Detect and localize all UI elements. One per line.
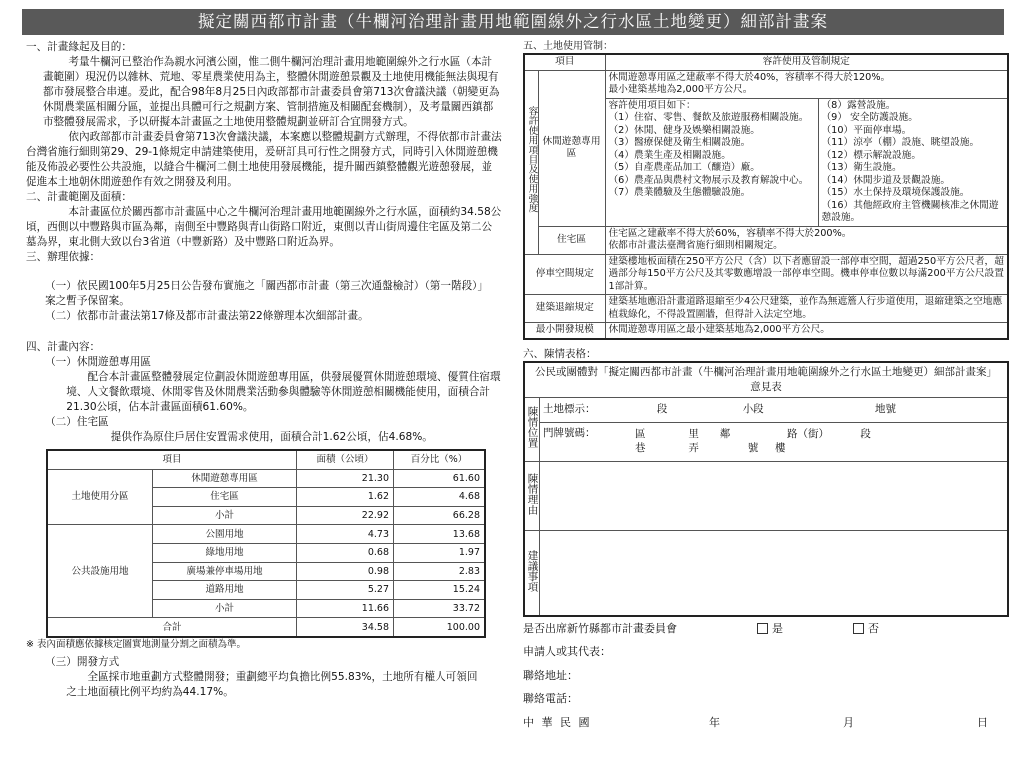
row-pct: 61.60: [394, 469, 486, 488]
total-area: 34.58: [297, 618, 394, 637]
table-header-row: [524, 54, 1008, 70]
res-rule-1: 住宅區之建蔽率不得大於60%，容積率不得大於200%。: [608, 227, 852, 239]
table-note: ※ 表內面積應依據核定圖實地測量分割之面積為準。: [26, 638, 246, 650]
checkbox-no[interactable]: [853, 623, 864, 634]
door-neighbor: 鄰: [719, 427, 731, 440]
section4-1-body: 配合本計畫區整體發展定位劃設休閒遊憩專用區，供發展優質休閒遊憩環境、優質住宿環境、人文餐飲環境、休閒零售及休閒農業活動參與體驗等休閒遊憩相關機能使用，面積合計21.30公頃，佔本計畫區面積61.60%。: [66, 371, 501, 413]
row-pct: 1.97: [394, 543, 486, 562]
res-zone-label: 住宅區: [538, 226, 605, 254]
setback-label: 建築退縮規定: [524, 295, 605, 323]
door-label: 門牌號碼：: [543, 426, 596, 439]
land-number: 地號: [875, 403, 897, 415]
section4-2-body: 提供作為原住戶居住安置需求使用，面積合計1.62公頃，佔4.68%。: [110, 431, 433, 443]
section3-item2: （二）依都市計畫法第17條及都市計畫法第22條辦理本次細部計畫。: [45, 310, 369, 322]
min-scale-label: 最小開發規模: [524, 323, 605, 339]
row-name: 小計: [153, 599, 297, 618]
table-header-row: [47, 450, 485, 469]
no-label: 否: [868, 621, 879, 635]
checkbox-yes[interactable]: [757, 623, 768, 634]
door-section: 段: [860, 427, 871, 440]
phone-label: 聯絡電話：: [523, 692, 578, 706]
table-row: [524, 70, 1008, 98]
land-section: 段: [656, 403, 668, 415]
allowed-list-right: [818, 98, 1008, 226]
suggest-label: 建議事項: [526, 549, 539, 592]
row-name: 小計: [153, 506, 297, 525]
allowed-item: （4）農業生產及相關設施。: [608, 149, 731, 161]
section1-heading: 一、計畫緣起及目的：: [26, 41, 132, 53]
row-area: 11.66: [297, 599, 394, 618]
parking-label: 停車空間規定: [524, 254, 605, 295]
row-pct: 33.72: [394, 599, 486, 618]
form-row-suggest: [524, 530, 1008, 616]
door-road: 路（街）: [787, 427, 830, 440]
table-row: [524, 295, 1008, 323]
opinion-form-table: [523, 361, 1009, 617]
date-row: [523, 711, 1009, 735]
table-header-area: 面積（公頃）: [297, 450, 394, 469]
section4-1-heading: （一）休閒遊憩專用區: [45, 356, 152, 368]
section2-heading: 二、計畫範圍及面積：: [26, 191, 132, 203]
header-rule: 容許使用及管制規定: [605, 54, 1008, 70]
right-column: [523, 40, 1009, 734]
row-area: 0.98: [297, 562, 394, 581]
reason-input-area[interactable]: [540, 461, 1009, 530]
reason-label: 陳情理由: [526, 472, 539, 515]
address-row[interactable]: [523, 664, 1009, 688]
row-pct: 15.24: [394, 581, 486, 600]
table-row: [524, 323, 1008, 339]
table-row: [47, 525, 485, 544]
allowed-item: （12）標示解說設施。: [821, 149, 922, 161]
phone-row[interactable]: [523, 687, 1009, 711]
row-area: 22.92: [297, 506, 394, 525]
row-name: 廣場兼停車場用地: [153, 562, 297, 581]
table-header-item: 項目: [47, 450, 297, 469]
table-header-pct: 百分比（%）: [394, 450, 486, 469]
allowed-item: （5）自產農產品加工（釀造）廠。: [608, 162, 760, 173]
date-month-label: 月: [843, 715, 856, 729]
row-area: 21.30: [297, 469, 394, 488]
form-row-position: [524, 397, 1008, 422]
parking-rule: 建築樓地板面積在250平方公尺（含）以下者應留設一部停車空間，超過250平方公尺者，超過部分每150平方公尺及其零數應增設一部停車空間。機車停車位數以每滿200平方公尺設置1部計算。: [605, 254, 1008, 295]
setback-rule: 建築基地應沿計畫道路退縮至少4公尺建築，並作為無遮簷人行步道使用，退縮建築之空地應植栽綠化，不得設置圍牆，但得計入法定空地。: [605, 295, 1008, 323]
section1-paragraph1: 考量牛欄河已整治作為親水河濱公園，惟二側牛欄河治理計畫用地範圍線外之行水區（本計畫範圍）現況仍以雜林、荒地、零星農業使用為主，整體休閒遊憩景觀及土地使用機能無法與現有都市發展整合串連。爰此，配合98年8月25日內政部都市計畫委員會第713次會議決議（朝變更為休閒農業區相關分區，並提出具體可行之規劃方案、管制措施及相關配套機制），及考量關西鎮都市整體發展需求，予以研擬本計畫區之土地使用整體規劃並研訂合宜開發方式。: [42, 56, 500, 128]
row-pct: 13.68: [394, 525, 486, 544]
allowed-item: （11）涼亭（棚）設施、眺望設施。: [821, 137, 980, 148]
rec-zone-rule: [605, 70, 1008, 98]
door-number: 號: [747, 441, 759, 454]
door-alley: 弄: [688, 441, 699, 454]
door-lane: 巷: [635, 441, 646, 454]
table-row: [47, 469, 485, 488]
form-row-door: [524, 422, 1008, 461]
allowed-item: （10）平面停車場。: [821, 124, 912, 136]
attend-yes-option[interactable]: [757, 622, 853, 635]
allowed-item: （13）衛生設施。: [821, 162, 902, 173]
section4-2-heading: （二）住宅區: [45, 416, 109, 428]
allowed-item: （2）休閒、健身及娛樂相關設施。: [608, 124, 760, 136]
section3-heading: 三、辦理依據：: [26, 251, 101, 263]
section4-3-heading: （三）開發方式: [45, 655, 120, 668]
land-subsection: 小段: [742, 403, 764, 415]
header-item: 項目: [524, 54, 605, 70]
table-total-row: [47, 618, 485, 637]
allowed-list-left: [605, 98, 818, 226]
rec-rule-1: 休閒遊憩專用區之建蔽率不得大於40%，容積率不得大於120%。: [608, 71, 891, 83]
section5-heading: 五、土地使用管制：: [523, 41, 613, 52]
left-column: [26, 40, 502, 700]
attend-no-option[interactable]: [853, 622, 879, 635]
applicant-label: 申請人或其代表：: [523, 645, 611, 659]
door-village: 里: [688, 427, 699, 440]
row-name: 公園用地: [153, 525, 297, 544]
address-label: 聯絡地址：: [523, 668, 578, 682]
allowed-item: （7）農業體驗及生態體驗設施。: [608, 187, 751, 198]
row-pct: 4.68: [394, 488, 486, 507]
land-use-control-table: [523, 53, 1009, 340]
door-district: 區: [635, 427, 646, 440]
attend-row: [523, 617, 1009, 641]
row-name: 住宅區: [153, 488, 297, 507]
section3-item1: （一）依民國100年5月25日公告發布實施之「關西都市計畫（第三次通盤檢討）（第一階段）」案之暫予保留案。: [45, 280, 489, 307]
form-row-reason: [524, 461, 1008, 530]
table-row: [524, 254, 1008, 295]
allowed-item: （15）水土保持及環境保護設施。: [821, 187, 970, 198]
allowed-item: （1）住宿、零售、餐飲及旅遊服務相關設施。: [608, 112, 809, 123]
section4-3-body: 全區採市地重劃方式整體開發；重劃總平均負擔比例55.83%，土地所有權人可領回之土地面積比例平均約為44.17%。: [66, 670, 478, 698]
rec-rule-2: 最小建築基地為2,000平方公尺。: [608, 84, 753, 95]
area-table: [46, 449, 486, 638]
form-title-row: [524, 362, 1008, 398]
section1-paragraph2: 依內政部都市計畫委員會第713次會議決議，本案應以整體規劃方式辦理，不得依都市計畫法台灣省施行細則第29、29-1條規定申請建築使用，爰研訂具可行性之開發方式，同時引入休閒遊憩機能及佈設必要性公共設施，以縫合牛欄河二側土地使用發展機能，提升關西鎮整體觀光遊憩發展，並促進本土地朝休閒遊憩作有效之開發及利用。: [26, 131, 502, 188]
side-label: 容許使用項目及使用強度: [526, 106, 538, 214]
row-pct: 66.28: [394, 506, 486, 525]
group-label-public: 公共設施用地: [47, 525, 153, 618]
row-area: 1.62: [297, 488, 394, 507]
allowed-item: （9） 安全防護設施。: [821, 112, 918, 123]
row-pct: 2.83: [394, 562, 486, 581]
date-year-label: 年: [709, 715, 722, 729]
allowed-heading: 容許使用項目如下：: [608, 99, 696, 111]
allowed-item: （14）休閒步道及景觀設施。: [821, 174, 951, 186]
allowed-item: （6）農產品與農村文物展示及教育解說中心。: [608, 174, 809, 186]
res-zone-rule: [605, 226, 1008, 254]
section4-heading: 四、計畫內容：: [26, 341, 101, 353]
land-label: 土地標示：: [543, 403, 596, 415]
door-floor: 樓: [775, 441, 786, 454]
allowed-item: （3）醫療保健及衛生相關設施。: [608, 137, 751, 148]
row-area: 0.68: [297, 543, 394, 562]
position-label: 陳情位置: [526, 406, 539, 448]
attend-label: 是否出席新竹縣都市計畫委員會: [523, 621, 677, 635]
date-roc-label: 中 華 民 國: [523, 715, 592, 729]
group-label-zoning: 土地使用分區: [47, 469, 153, 525]
row-area: 5.27: [297, 581, 394, 600]
section2-paragraph: 本計畫區位於關西都市計畫區中心之牛欄河治理計畫用地範圍線外之行水區，面積約34.58公頃，西側以中豐路與市區為鄰，南側至中豐路與青山街路口附近，東側以青山街周邊住宅區及第二公墓為界，東北側大致以台3省道（中豐新路）及中豐路口附近為界。: [26, 206, 502, 248]
res-rule-2: 依都市計畫法臺灣省施行細則相關規定。: [608, 240, 783, 251]
total-pct: 100.00: [394, 618, 486, 637]
yes-label: 是: [772, 621, 783, 635]
applicant-row[interactable]: [523, 640, 1009, 664]
total-label: 合計: [47, 618, 297, 637]
form-title: 公民或團體對「擬定關西都市計畫（牛欄河治理計畫用地範圍線外之行水區土地變更）細部計畫案」意見表: [524, 362, 1008, 398]
row-name: 道路用地: [153, 581, 297, 600]
date-day-label: 日: [977, 715, 990, 729]
document-title: 擬定關西都市計畫（牛欄河治理計畫用地範圍線外之行水區土地變更）細部計畫案: [22, 9, 1004, 35]
row-area: 4.73: [297, 525, 394, 544]
allowed-item: （16）其他經政府主管機關核准之休閒遊憩設施。: [821, 199, 999, 223]
door-field[interactable]: [540, 422, 1009, 461]
rec-zone-label: 休閒遊憩專用區: [538, 70, 605, 226]
section6-heading: 六、陳情表格：: [523, 347, 597, 360]
row-name: 綠地用地: [153, 543, 297, 562]
table-row: [524, 226, 1008, 254]
suggest-input-area[interactable]: [540, 530, 1009, 616]
min-scale-rule: 休閒遊憩專用區之最小建築基地為2,000平方公尺。: [605, 323, 1008, 339]
allowed-item: （8）露營設施。: [821, 99, 896, 111]
land-field[interactable]: [540, 397, 1009, 422]
row-name: 休閒遊憩專用區: [153, 469, 297, 488]
